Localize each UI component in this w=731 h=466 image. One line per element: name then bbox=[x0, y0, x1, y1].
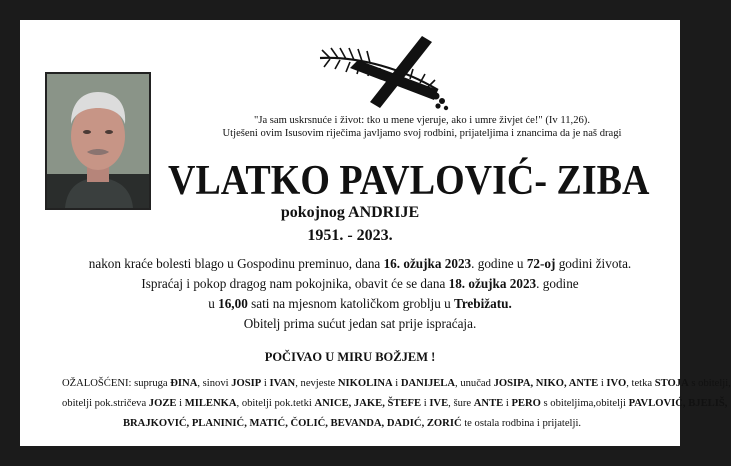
funeral-place: Trebižatu. bbox=[454, 296, 512, 311]
text-segment: , obitelji pok.tetki bbox=[236, 398, 315, 409]
rip-line: POČIVAO U MIRU BOŽJEM ! bbox=[264, 350, 436, 364]
deceased-name: VLATKO PAVLOVIĆ- ZIBA bbox=[168, 157, 650, 205]
mourner-name: IVE bbox=[429, 398, 449, 409]
text-segment: i bbox=[176, 398, 185, 409]
mourner-name: JOSIPA, NIKO, ANTE bbox=[493, 378, 599, 389]
text-segment: s obiteljima,obitelji bbox=[540, 398, 629, 409]
mourner-name: ĐINA bbox=[170, 378, 198, 389]
mourner-name: NIKOLINA bbox=[337, 378, 393, 389]
mourners-line-1 bbox=[62, 374, 731, 394]
funeral-time: 16,00 bbox=[218, 296, 248, 311]
death-date: 16. ožujka 2023 bbox=[383, 256, 472, 271]
text-segment: sati na mjesnom katoličkom groblju u bbox=[247, 296, 454, 311]
mourners-line-3 bbox=[62, 414, 642, 434]
quote-line-1: "Ja sam uskrsnuće i život: tko u mene vjeruje, ako i umre živjet će!" (Iv 11,26). bbox=[254, 115, 590, 126]
mourner-name: PERO bbox=[511, 398, 541, 409]
mourners-list bbox=[62, 374, 731, 434]
announcement-text bbox=[80, 254, 640, 334]
mourner-name: DANIJELA bbox=[400, 378, 456, 389]
text-segment: godini života. bbox=[555, 256, 632, 271]
mourner-name: IVO bbox=[606, 378, 627, 389]
text-segment: OŽALOŠĆENI: supruga bbox=[62, 378, 171, 389]
text-segment: , sinovi bbox=[197, 378, 232, 389]
text-segment: i bbox=[261, 378, 270, 389]
mourner-name: IVAN bbox=[269, 378, 296, 389]
mourner-name: PAVLOVIĆ, BJELIŠ, bbox=[628, 398, 728, 409]
mourners-line-2 bbox=[62, 394, 728, 414]
father-name: ANDRIJE bbox=[348, 204, 420, 221]
mourner-name: ANTE bbox=[473, 398, 504, 409]
text-segment: te ostala rodbina i prijatelji. bbox=[461, 418, 582, 429]
text-segment: Ispraćaj i pokop dragog nam pokojnika, obavit će se dana bbox=[141, 276, 449, 291]
text-segment: s obitelji, bbox=[688, 378, 731, 389]
announcement-line-1 bbox=[80, 254, 640, 274]
father-line bbox=[225, 204, 475, 222]
text-segment: nakon kraće bolesti blago u Gospodinu preminuo, dana bbox=[88, 256, 384, 271]
father-prefix: pokojnog bbox=[280, 204, 345, 221]
text-segment: obitelji pok.stričeva bbox=[62, 398, 149, 409]
quote-line-2: Utješeni ovim Isusovim riječima javljamo svoj rodbini, prijateljima i znancima da je naš dragi bbox=[222, 128, 622, 139]
text-segment: , nevjeste bbox=[295, 378, 338, 389]
text-segment: i bbox=[598, 378, 607, 389]
mourner-name: JOSIP bbox=[231, 378, 262, 389]
obituary-card bbox=[20, 20, 731, 446]
mourner-name: JOZE bbox=[148, 398, 177, 409]
text-segment: i bbox=[503, 398, 512, 409]
text-segment: i bbox=[392, 378, 401, 389]
text-segment: . godine u bbox=[471, 256, 527, 271]
cross-with-palm-icon bbox=[310, 28, 460, 120]
text-segment: u bbox=[208, 296, 219, 311]
text-segment: , tetka bbox=[626, 378, 655, 389]
funeral-date: 18. ožujka 2023 bbox=[448, 276, 537, 291]
mourner-name: ANICE, JAKE, ŠTEFE bbox=[314, 398, 422, 409]
text-segment: , unučad bbox=[455, 378, 494, 389]
text-segment: i bbox=[421, 398, 430, 409]
mourner-name: MILENKA bbox=[184, 398, 237, 409]
mourner-name: BRAJKOVIĆ, PLANINIĆ, MATIĆ, ČOLIĆ, BEVANDA, DADIĆ, ZORIĆ bbox=[122, 418, 462, 429]
announcement-line-3 bbox=[80, 294, 640, 314]
deceased-photo bbox=[45, 72, 151, 210]
mourner-name: STOJA bbox=[654, 378, 689, 389]
text-segment: . godine bbox=[536, 276, 579, 291]
announcement-line-4: Obitelj prima sućut jedan sat prije ispraćaja. bbox=[243, 316, 477, 331]
bible-quote bbox=[172, 114, 672, 140]
announcement-line-2 bbox=[80, 274, 640, 294]
life-years: 1951. - 2023. bbox=[307, 227, 393, 244]
age: 72-oj bbox=[526, 256, 556, 271]
text-segment: , šure bbox=[448, 398, 474, 409]
